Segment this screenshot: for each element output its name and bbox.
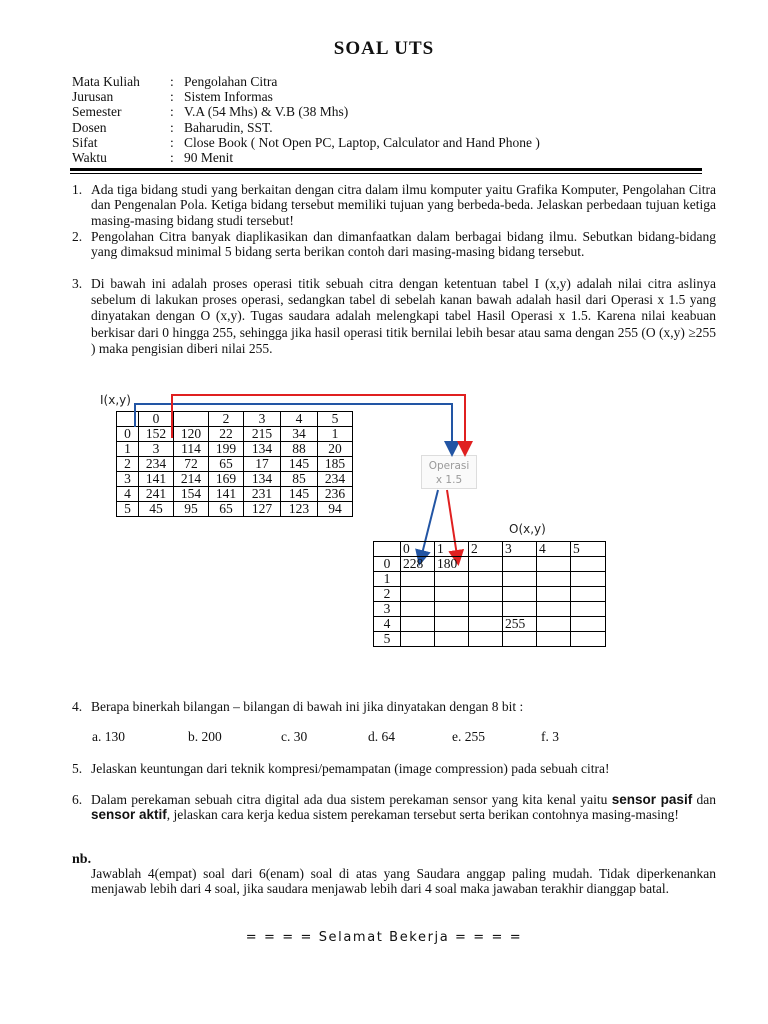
table-cell	[503, 602, 537, 617]
info-key: Waktu	[72, 150, 107, 166]
info-value: V.A (54 Mhs) & V.B (38 Mhs)	[184, 104, 349, 120]
info-key: Semester	[72, 104, 122, 120]
table-cell: 180	[435, 557, 469, 572]
table-cell: 134	[244, 442, 281, 457]
row-header: 2	[374, 587, 401, 602]
table-cell	[469, 587, 503, 602]
table-cell	[401, 617, 435, 632]
table-cell: 134	[244, 472, 281, 487]
table-cell: 214	[174, 472, 209, 487]
column-header: 5	[318, 412, 353, 427]
table-cell	[571, 617, 606, 632]
info-sep: :	[170, 134, 174, 150]
table-cell: 127	[244, 502, 281, 517]
row-header: 0	[117, 427, 139, 442]
table-cell: 141	[209, 487, 244, 502]
table-cell	[537, 632, 571, 647]
nb-text: Jawablah 4(empat) soal dari 6(enam) soal di atas yang Saudara anggap paling mudah. Tidak diperkenankan menjawab lebih dari 4 soal, jika saudara menjawab lebih dari 4 soal maka jawaban terakhir dianggap batal.	[91, 866, 716, 897]
table-cell: 255	[503, 617, 537, 632]
table-cell	[503, 572, 537, 587]
operation-label: Operasi	[428, 460, 470, 472]
column-header: 4	[281, 412, 318, 427]
table-cell	[401, 632, 435, 647]
table-cell: 34	[281, 427, 318, 442]
table-cell: 123	[281, 502, 318, 517]
table-cell: 20	[318, 442, 353, 457]
info-key: Jurusan	[72, 89, 114, 105]
table-cell	[435, 587, 469, 602]
question-6	[72, 792, 716, 823]
question-number: 6.	[72, 792, 83, 807]
table-cell: 17	[244, 457, 281, 472]
table-cell: 234	[139, 457, 174, 472]
table-cell	[571, 632, 606, 647]
table-cell	[401, 602, 435, 617]
table-row	[374, 617, 606, 632]
column-header: 3	[244, 412, 281, 427]
row-header: 1	[374, 572, 401, 587]
table-cell	[571, 602, 606, 617]
table-cell: 154	[174, 487, 209, 502]
row-header: 3	[374, 602, 401, 617]
input-table-label: I(x,y)	[100, 393, 131, 407]
question-number: 5.	[72, 761, 83, 776]
table-cell	[571, 587, 606, 602]
question-text: Jelaskan keuntungan dari teknik kompresi/pemampatan (image compression) pada sebuah citra!	[91, 761, 610, 776]
table-cell: 215	[244, 427, 281, 442]
row-header: 3	[117, 472, 139, 487]
output-table	[373, 541, 606, 647]
info-key: Dosen	[72, 119, 107, 135]
table-cell: 85	[281, 472, 318, 487]
column-header: 0	[139, 412, 174, 427]
question-4	[72, 699, 716, 714]
table-cell	[435, 572, 469, 587]
table-cell: 1	[318, 427, 353, 442]
table-row	[374, 632, 606, 647]
info-sep: :	[170, 150, 174, 166]
question-text: Pengolahan Citra banyak diaplikasikan dan dimanfaatkan dalam berbagai bidang ilmu. Sebutkan bidang-bidang yang dimaksud minimal 5 bidang serta berikan contoh dari masing-masing bidang tersebut.	[91, 229, 716, 260]
table-cell: 120	[174, 427, 209, 442]
table-cell: 169	[209, 472, 244, 487]
info-sep: :	[170, 74, 174, 89]
info-value: Sistem Informas	[184, 89, 273, 105]
question-text	[91, 792, 716, 823]
table-cell	[537, 587, 571, 602]
option-a: a. 130	[92, 729, 125, 744]
operation-factor: x 1.5	[435, 474, 463, 486]
info-value: Baharudin, SST.	[184, 119, 273, 135]
output-header-row	[374, 542, 606, 557]
table-cell: 88	[281, 442, 318, 457]
table-cell	[537, 557, 571, 572]
question-text: Berapa binerkah bilangan – bilangan di bawah ini jika dinyatakan dengan 8 bit :	[91, 699, 524, 714]
table-cell	[469, 557, 503, 572]
info-value: 90 Menit	[184, 150, 234, 166]
table-cell: 114	[174, 442, 209, 457]
arrow-blue-in	[135, 404, 452, 453]
table-cell: 65	[209, 457, 244, 472]
option-b: b. 200	[188, 729, 222, 744]
row-header: 4	[117, 487, 139, 502]
table-cell: 199	[209, 442, 244, 457]
table-cell	[435, 617, 469, 632]
column-header: 3	[503, 542, 537, 557]
table-cell: 22	[209, 427, 244, 442]
row-header: 0	[374, 557, 401, 572]
column-header: 2	[209, 412, 244, 427]
info-sep: :	[170, 119, 174, 135]
column-header	[374, 542, 401, 557]
question-number: 2.	[72, 229, 83, 244]
table-cell: 234	[318, 472, 353, 487]
info-sep: :	[170, 89, 174, 105]
question-number: 4.	[72, 699, 83, 714]
table-cell	[571, 572, 606, 587]
table-cell	[435, 602, 469, 617]
column-header: 4	[537, 542, 571, 557]
info-key: Sifat	[72, 134, 98, 150]
page-title: SOAL UTS	[333, 38, 435, 59]
table-row	[374, 602, 606, 617]
table-cell: 95	[174, 502, 209, 517]
table-cell	[435, 632, 469, 647]
table-cell: 72	[174, 457, 209, 472]
table-cell: 231	[244, 487, 281, 502]
option-f: f. 3	[541, 729, 559, 744]
row-header: 5	[374, 632, 401, 647]
column-header: 1	[435, 542, 469, 557]
table-cell: 152	[139, 427, 174, 442]
table-cell: 228	[401, 557, 435, 572]
question-5	[72, 761, 716, 776]
table-cell	[503, 587, 537, 602]
table-cell: 3	[139, 442, 174, 457]
info-value: Pengolahan Citra	[184, 74, 278, 89]
table-cell	[401, 572, 435, 587]
table-cell: 241	[139, 487, 174, 502]
table-cell	[469, 617, 503, 632]
column-header: 2	[469, 542, 503, 557]
table-cell	[503, 557, 537, 572]
table-cell: 94	[318, 502, 353, 517]
nb-label: nb.	[72, 852, 92, 867]
table-cell	[469, 602, 503, 617]
closing-line: = = = = Selamat Bekerja = = = =	[245, 930, 523, 945]
table-cell: 145	[281, 487, 318, 502]
table-cell	[571, 557, 606, 572]
row-header: 5	[117, 502, 139, 517]
question-number: 1.	[72, 182, 83, 197]
question-number: 3.	[72, 276, 83, 291]
table-cell: 45	[139, 502, 174, 517]
info-value: Close Book ( Not Open PC, Laptop, Calculator and Hand Phone )	[184, 134, 540, 150]
term-sensor-aktif: sensor aktif	[91, 807, 167, 823]
table-cell	[537, 572, 571, 587]
table-cell	[537, 617, 571, 632]
question-text-part: , jelaskan cara kerja kedua sistem perekaman tersebut serta berikan contohnya masing-masing!	[166, 807, 679, 823]
table-cell: 65	[209, 502, 244, 517]
question-text-part: Dalam perekaman sebuah citra digital ada dua sistem perekaman sensor yang kita kenal yaitu	[91, 792, 612, 807]
table-cell	[537, 602, 571, 617]
row-header: 4	[374, 617, 401, 632]
row-header: 2	[117, 457, 139, 472]
table-cell: 236	[318, 487, 353, 502]
table-cell: 185	[318, 457, 353, 472]
table-cell: 145	[281, 457, 318, 472]
option-c: c. 30	[281, 729, 308, 744]
table-cell	[469, 572, 503, 587]
table-cell	[469, 632, 503, 647]
question-text: Ada tiga bidang studi yang berkaitan dengan citra dalam ilmu komputer yaitu Grafika Komputer, Pengolahan Citra dan Pengenalan Pola. Ketiga bidang tersebut memiliki tujuan yang berbeda-beda. Jelaskan perbedaan tujuan ketiga masing-masing bidang studi tersebut!	[91, 182, 716, 228]
column-header: 0	[401, 542, 435, 557]
output-table-label: O(x,y)	[509, 522, 546, 536]
column-header: 5	[571, 542, 606, 557]
table-cell	[503, 632, 537, 647]
table-row	[374, 587, 606, 602]
question-text-part: dan	[692, 792, 717, 807]
question-text: Di bawah ini adalah proses operasi titik sebuah citra dengan ketentuan tabel I (x,y) adalah nilai citra aslinya sebelum di lakukan proses operasi, sedangkan tabel di sebelah kanan bawah adalah hasil dari Operasi x 1.5 yang dinyatakan dengan O (x,y). Tugas saudara adalah melengkapi tabel Hasil Operasi x 1.5. Karena nilai keabuan berkisar dari 0 hingga 255, sehingga jika hasil operasi titik bernilai lebih besar atau sama dengan 255 (O (x,y) ≥255 ) maka pengisian diberi nilai 255.	[91, 276, 716, 356]
row-header: 1	[117, 442, 139, 457]
term-sensor-pasif: sensor pasif	[611, 792, 693, 807]
table-cell: 141	[139, 472, 174, 487]
info-sep: :	[170, 104, 174, 120]
info-key: Mata Kuliah	[72, 74, 140, 89]
table-row	[374, 572, 606, 587]
table-cell	[401, 587, 435, 602]
option-e: e. 255	[452, 729, 485, 744]
option-d: d. 64	[368, 729, 395, 744]
table-row	[374, 557, 606, 572]
